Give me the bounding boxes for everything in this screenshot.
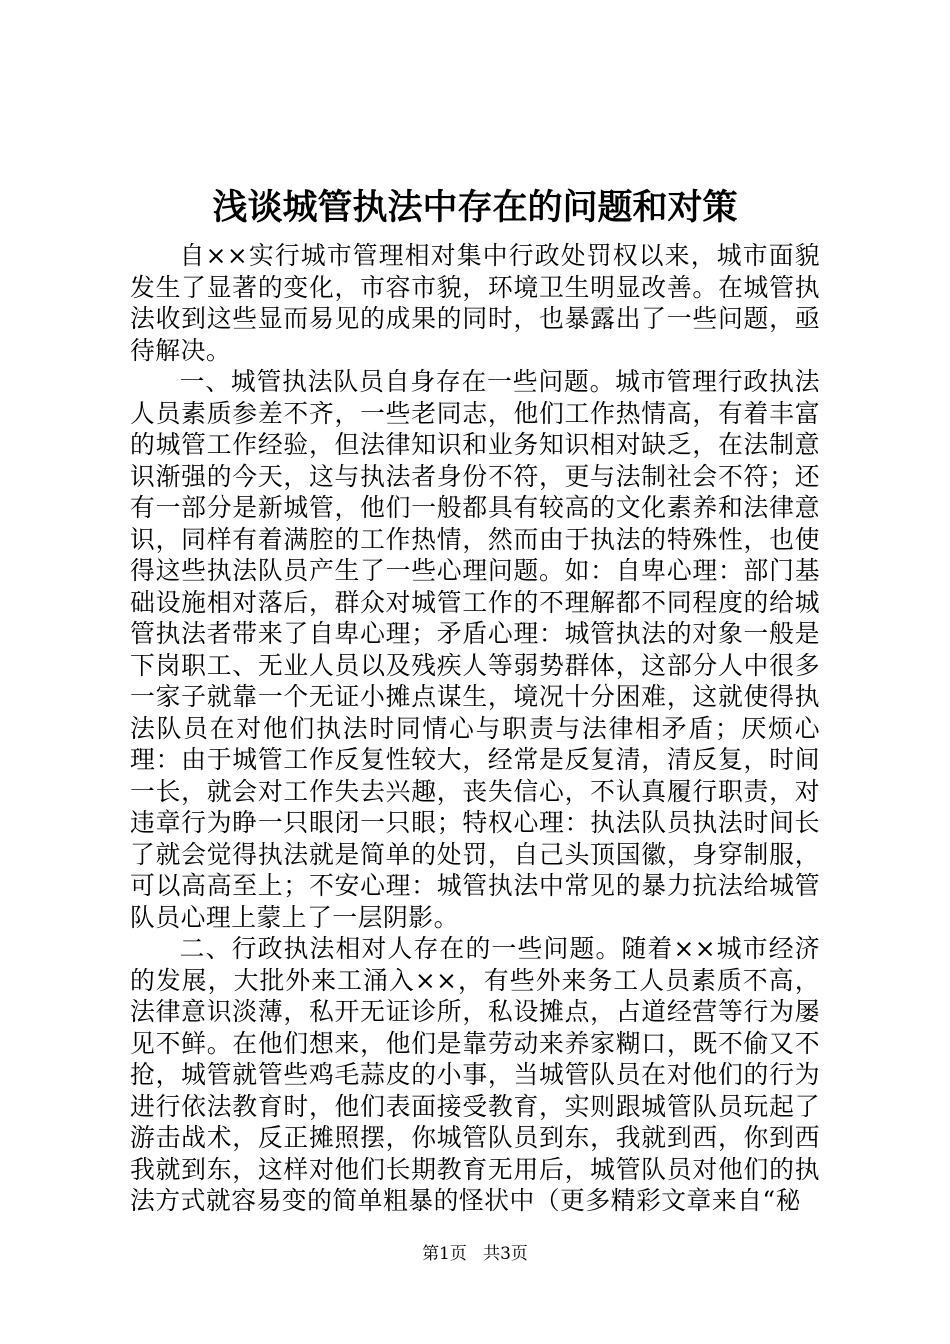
document-title: 浅谈城管执法中存在的问题和对策: [212, 187, 738, 228]
paragraph-section-two: 二、行政执法相对人存在的一些问题。随着××城市经济的发展，大批外来工涌入××，有些外来务工人员素质不高，法律意识淡薄，私开无证诊所，私设摊点，占道经营等行为屡见不鲜。在他们想来，他们是靠劳动来养家糊口，既不偷又不抢，城管就管些鸡毛蒜皮的小事，当城管队员在对他们的行为进行依法教育时，他们表面接受教育，实则跟城管队员玩起了游击战术，反正摊照摆，你城管队员到东，我就到西，你到西我就到东，这样对他们长期教育无用后，城管队员对他们的执法方式就容易变的简单粗暴的怪状中（更多精彩文章来自“秘: [130, 934, 820, 1215]
footer-gap: [472, 1244, 477, 1264]
page-footer: [0, 1242, 950, 1266]
document-body: [130, 240, 820, 1217]
paragraph-section-one: 一、城管执法队员自身存在一些问题。城市管理行政执法人员素质参差不齐，一些老同志，他们工作热情高，有着丰富的城管工作经验，但法律知识和业务知识相对缺乏，在法制意识渐强的今天，这与执法者身份不符，更与法制社会不符；还有一部分是新城管，他们一般都具有较高的文化素养和法律意识，同样有着满腔的工作热情，然而由于执法的特殊性，也使得这些执法队员产生了一些心理问题。如：自卑心理：部门基础设施相对落后，群众对城管工作的不理解都不同程度的给城管执法者带来了自卑心理；矛盾心理：城管执法的对象一般是下岗职工、无业人员以及残疾人等弱势群体，这部分人中很多一家子就靠一个无证小摊点谋生，境况十分困难，这就使得执法队员在对他们执法时同情心与职责与法律相矛盾；厌烦心理：由于城管工作反复性较大，经常是反复清，清反复，时间一长，就会对工作失去兴趣，丧失信心，不认真履行职责，对违章行为睁一只眼闭一只眼；特权心理：执法队员执法时间长了就会觉得执法就是简单的处罚，自己头顶国徽，身穿制服，可以高高至上；不安心理：城管执法中常见的暴力抗法给城管队员心理上蒙上了一层阴影。: [130, 367, 820, 932]
page-number: 第1页: [422, 1244, 467, 1264]
paragraph-intro: 自××实行城市管理相对集中行政处罚权以来，城市面貌发生了显著的变化，市容市貌，环境卫生明显改善。在城管执法收到这些显而易见的成果的同时，也暴露出了一些问题，亟待解决。: [130, 241, 820, 365]
total-pages: 共3页: [483, 1244, 528, 1264]
